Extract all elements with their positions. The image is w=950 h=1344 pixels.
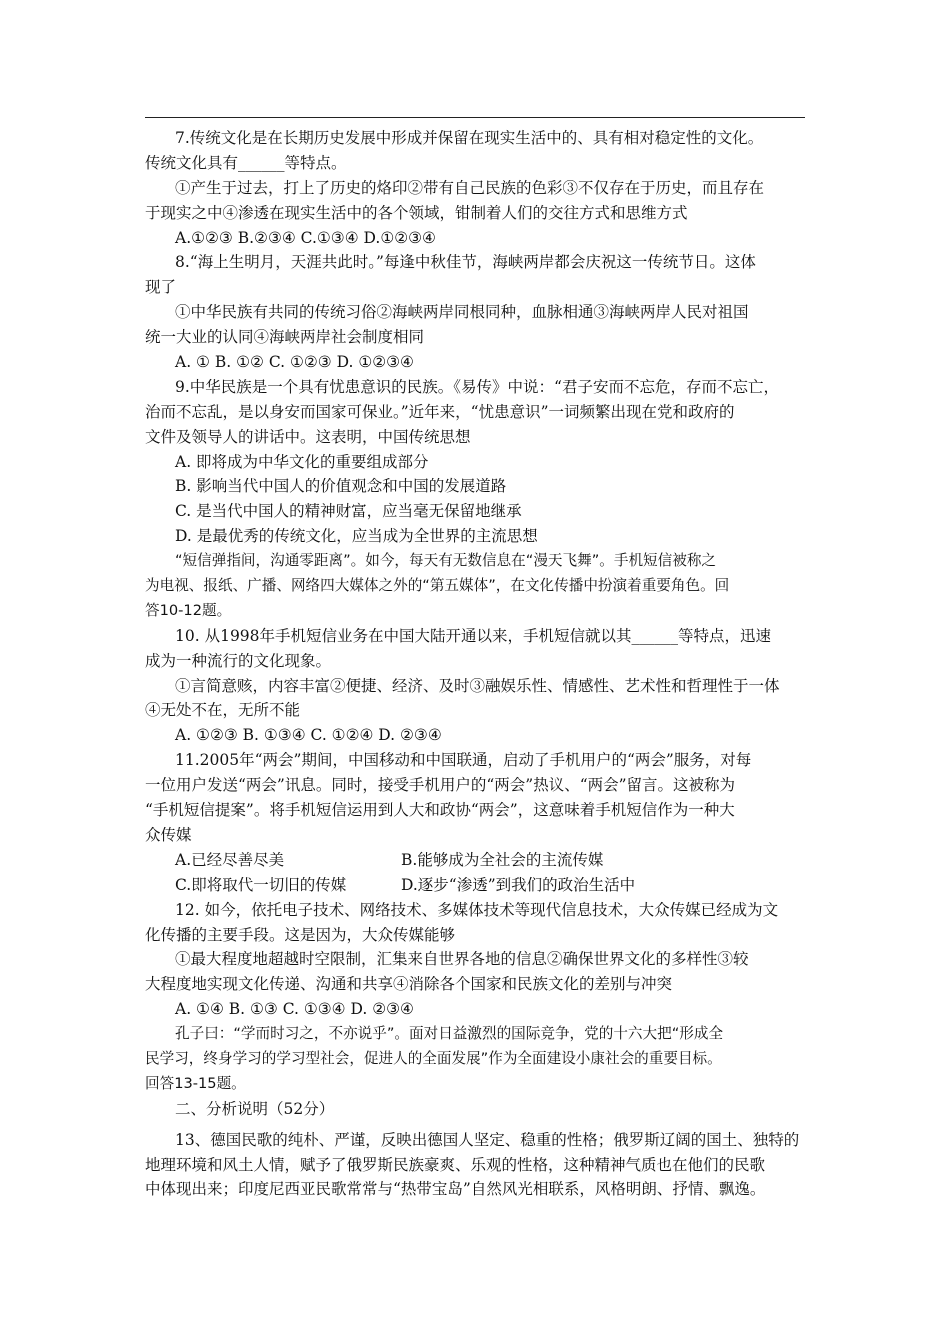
- text-line: 治而不忘乱，是以身安而国家可保业。”近年来，“忧患意识”一词频繁出现在党和政府的: [145, 402, 735, 421]
- text-line: [145, 873, 807, 898]
- text-line: 于现实之中④渗透在现实生活中的各个领域，钳制着人们的交往方式和思维方式: [145, 203, 688, 222]
- text-line: A. ①②③ B. ①③④ C. ①②④ D. ②③④: [175, 726, 442, 745]
- text-line: “短信弹指间，沟通零距离”。如今，每天有无数信息在“漫天飞舞”。手机短信被称之: [175, 552, 717, 570]
- text-line: A. ①④ B. ①③ C. ①③④ D. ②③④: [175, 1000, 414, 1019]
- text-line: 现了: [145, 278, 177, 297]
- text-line: 8.“海上生明月，天涯共此时。”每逢中秋佳节，海峡两岸都会庆祝这一传统节日。这体: [175, 253, 756, 272]
- text-line: 孔子曰：“学而时习之，不亦说乎”。面对日益激烈的国际竞争，党的十六大把“形成全: [175, 1025, 724, 1043]
- text-line: 中体现出来；印度尼西亚民歌常常与“热带宝岛”自然风光相联系，风格明朗、抒情、飘逸。: [145, 1180, 766, 1199]
- text-line: 民学习，终身学习的学习型社会，促进人的全面发展”作为全面建设小康社会的重要目标。: [145, 1049, 722, 1067]
- text-line: 回答13-15题。: [145, 1074, 246, 1092]
- text-line: A.①②③ B.②③④ C.①③④ D.①②③④: [175, 228, 436, 247]
- text-line: 12. 如今，依托电子技术、网络技术、多媒体技术等现代信息技术，大众传媒已经成为文: [175, 900, 779, 919]
- text-line: ①最大程度地超越时空限制，汇集来自世界各地的信息②确保世界文化的多样性③较: [175, 950, 749, 969]
- text-line: 13、德国民歌的纯朴、严谨，反映出德国人坚定、稳重的性格；俄罗斯辽阔的国土、独特的: [175, 1130, 800, 1149]
- text-line: 化传播的主要手段。这是因为，大众传媒能够: [145, 925, 456, 944]
- text-line: 答10-12题。: [145, 601, 232, 619]
- text-line: 传统文化具有______等特点。: [145, 153, 347, 172]
- text-line: 10. 从1998年手机短信业务在中国大陆开通以来，手机短信就以其______等特点，迅速: [175, 626, 772, 645]
- text-line: D. 是最优秀的传统文化，应当成为全世界的主流思想: [175, 527, 538, 546]
- text-line: 成为一种流行的文化现象。: [145, 651, 332, 670]
- text-line: 统一大业的认同④海峡两岸社会制度相同: [145, 328, 425, 347]
- header-rule: [145, 117, 805, 118]
- text-line: ①中华民族有共同的传统习俗②海峡两岸同根同种，血脉相通③海峡两岸人民对祖国: [175, 303, 749, 322]
- text-line: 文件及领导人的讲话中。这表明，中国传统思想: [145, 427, 471, 446]
- text-line: 7.传统文化是在长期历史发展中形成并保留在现实生活中的、具有相对稳定性的文化。: [175, 129, 764, 147]
- text-line: 为电视、报纸、广播、网络四大媒体之外的“第五媒体”，在文化传播中扮演着重要角色。回: [145, 577, 730, 595]
- text-line: A. 即将成为中华文化的重要组成部分: [175, 452, 429, 471]
- text-line: “手机短信提案”。将手机短信运用到人大和政协“两会”，这意味着手机短信作为一种大: [145, 801, 735, 820]
- text-line: ④无处不在，无所不能: [145, 701, 301, 720]
- option-text: B.能够成为全社会的主流传媒: [401, 850, 604, 869]
- text-line: B. 影响当代中国人的价值观念和中国的发展道路: [175, 477, 507, 496]
- text-line: A. ① B. ①② C. ①②③ D. ①②③④: [175, 353, 414, 372]
- text-line: 一位用户发送“两会”讯息。同时，接受手机用户的“两会”热议、“两会”留言。这被称为: [145, 776, 736, 795]
- text-line: ①言简意赅，内容丰富②便捷、经济、及时③融娱乐性、情感性、艺术性和哲理性于一体: [175, 676, 780, 695]
- document-body: [145, 126, 807, 1202]
- text-line: 众传媒: [145, 825, 192, 844]
- text-line: 11.2005年“两会”期间，中国移动和中国联通，启动了手机用户的“两会”服务，对每: [175, 751, 752, 770]
- option-text: A.已经尽善尽美: [175, 850, 285, 869]
- text-line: [145, 848, 807, 873]
- option-text: C.即将取代一切旧的传媒: [175, 875, 347, 894]
- text-line: 二、分析说明（52分）: [175, 1099, 335, 1118]
- text-line: 大程度地实现文化传递、沟通和共享④消除各个国家和民族文化的差别与冲突: [145, 975, 673, 994]
- text-line: ①产生于过去，打上了历史的烙印②带有自己民族的色彩③不仅存在于历史，而且存在: [175, 178, 765, 197]
- text-line: C. 是当代中国人的精神财富，应当毫无保留地继承: [175, 502, 522, 521]
- text-line: 地理环境和风土人情，赋予了俄罗斯民族豪爽、乐观的性格，这种精神气质也在他们的民歌: [145, 1155, 766, 1174]
- text-line: 9.中华民族是一个具有忧患意识的民族。《易传》中说：“君子安而不忘危，存而不忘亡，: [175, 377, 779, 396]
- option-text: D.逐步“渗透”到我们的政治生活中: [401, 875, 636, 894]
